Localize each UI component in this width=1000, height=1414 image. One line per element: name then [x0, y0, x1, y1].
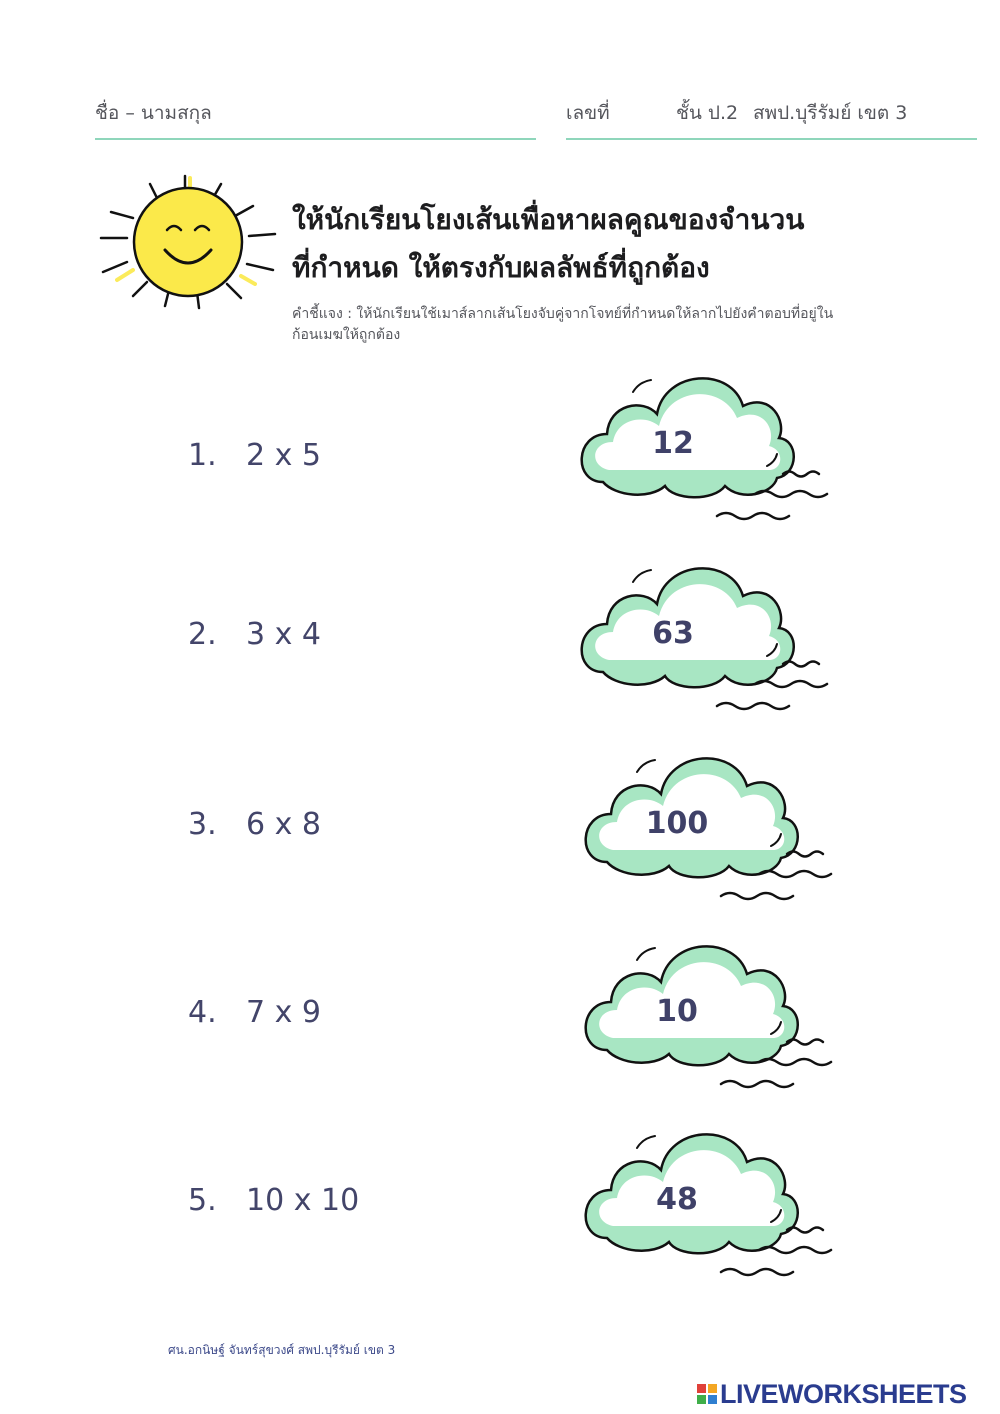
question-2[interactable] — [188, 617, 321, 652]
answer-cloud-5[interactable] — [577, 1118, 847, 1288]
answer-cloud-3[interactable] — [577, 742, 847, 912]
brand-text: LIVEWORKSHEETS — [720, 1378, 967, 1409]
footer-credit: ศน.อกนิษฐ์ จันทร์สุขวงศ์ สพป.บุรีรัมย์ เขต 3 — [168, 1343, 396, 1357]
class-label: ชั้น ป.2 — [676, 102, 739, 124]
question-number: 3. — [188, 807, 217, 842]
answer-value: 12 — [652, 426, 694, 461]
title-line-2: ที่กำหนด ให้ตรงกับผลลัพธ์ที่ถูกต้อง — [292, 251, 710, 284]
answer-cloud-4[interactable] — [577, 930, 847, 1100]
smiling-sun-icon — [95, 172, 285, 332]
answer-cloud-1[interactable] — [573, 362, 843, 532]
question-number: 4. — [188, 995, 217, 1030]
district-label: สพป.บุรีรัมย์ เขต 3 — [753, 102, 908, 124]
question-1[interactable] — [188, 438, 321, 473]
question-number: 1. — [188, 438, 217, 473]
instructions — [292, 304, 892, 346]
question-number: 2. — [188, 617, 217, 652]
answer-value: 100 — [645, 806, 709, 841]
answer-value: 10 — [656, 994, 698, 1029]
instructions-line-1: คำชี้แจง : ให้นักเรียนใช้เมาส์ลากเส้นโยงจับคู่จากโจทย์ที่กำหนดให้ลากไปยังคำตอบที่อยู่ใน — [292, 306, 834, 322]
title-line-1: ให้นักเรียนโยงเส้นเพื่อหาผลคูณของจำนวน — [292, 203, 805, 236]
liveworksheets-brand[interactable] — [697, 1379, 967, 1409]
liveworksheets-logo-icon — [697, 1384, 717, 1404]
number-underline — [566, 138, 977, 140]
instructions-line-2: ก้อนเมฆให้ถูกต้อง — [292, 327, 401, 343]
number-label: เลขที่ — [566, 102, 610, 124]
question-3[interactable] — [188, 807, 321, 842]
answer-cloud-2[interactable] — [573, 552, 843, 722]
page-title — [292, 196, 804, 292]
question-4[interactable] — [188, 995, 321, 1030]
question-expression: 2 x 5 — [246, 438, 321, 473]
name-underline — [95, 138, 536, 140]
question-5[interactable] — [188, 1183, 359, 1218]
question-expression: 10 x 10 — [246, 1183, 360, 1218]
name-label: ชื่อ – นามสกุล — [95, 102, 212, 124]
question-expression: 7 x 9 — [246, 995, 321, 1030]
answer-value: 48 — [656, 1182, 698, 1217]
question-expression: 6 x 8 — [246, 807, 321, 842]
question-expression: 3 x 4 — [246, 617, 321, 652]
answer-value: 63 — [652, 616, 694, 651]
question-number: 5. — [188, 1183, 217, 1218]
